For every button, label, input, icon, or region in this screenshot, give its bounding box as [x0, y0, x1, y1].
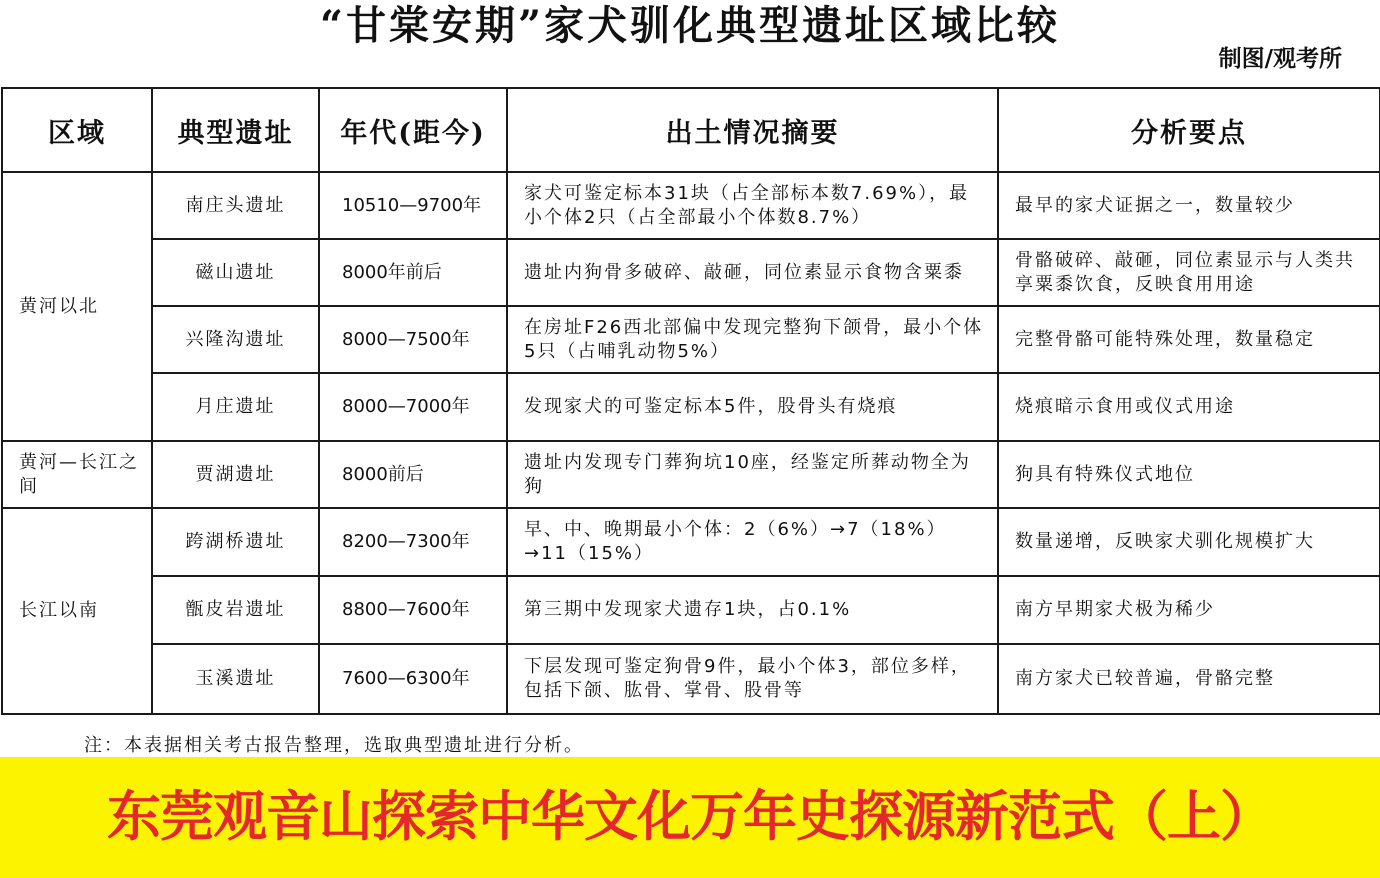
- analysis-cell: 烧痕暗示食用或仪式用途: [998, 373, 1380, 441]
- header-analysis: 分析要点: [998, 88, 1380, 172]
- table-row: [2, 239, 1380, 306]
- table-row: [2, 508, 1380, 576]
- years-cell: 8200—7300年: [319, 508, 507, 576]
- table-row: [2, 441, 1380, 508]
- table-row: [2, 373, 1380, 441]
- summary-cell: 遗址内发现专门葬狗坑10座，经鉴定所葬动物全为狗: [507, 441, 998, 508]
- analysis-cell: 数量递增，反映家犬驯化规模扩大: [998, 508, 1380, 576]
- header-site: 典型遗址: [152, 88, 319, 172]
- summary-cell: 发现家犬的可鉴定标本5件，股骨头有烧痕: [507, 373, 998, 441]
- region-cell: 黄河以北: [2, 172, 152, 441]
- page-title: “甘棠安期”家犬驯化典型遗址区域比较: [319, 2, 1060, 49]
- table-header-row: [2, 88, 1380, 172]
- region-cell: 黄河—长江之间: [2, 441, 152, 508]
- site-cell: 月庄遗址: [152, 373, 319, 441]
- table-row: [2, 306, 1380, 373]
- region-cell: 长江以南: [2, 508, 152, 714]
- analysis-cell: 狗具有特殊仪式地位: [998, 441, 1380, 508]
- years-cell: 8000年前后: [319, 239, 507, 306]
- site-cell: 玉溪遗址: [152, 644, 319, 714]
- summary-cell: 家犬可鉴定标本31块（占全部标本数7.69%），最小个体2只（占全部最小个体数8.7%）: [507, 172, 998, 239]
- years-cell: 8000—7000年: [319, 373, 507, 441]
- table-note: 注：本表据相关考古报告整理，选取典型遗址进行分析。: [84, 735, 584, 756]
- site-cell: 贾湖遗址: [152, 441, 319, 508]
- years-cell: 8000—7500年: [319, 306, 507, 373]
- header-region: 区域: [2, 88, 152, 172]
- site-cell: 跨湖桥遗址: [152, 508, 319, 576]
- summary-cell: 第三期中发现家犬遗存1块，占0.1%: [507, 576, 998, 644]
- years-cell: 10510—9700年: [319, 172, 507, 239]
- site-cell: 磁山遗址: [152, 239, 319, 306]
- years-cell: 7600—6300年: [319, 644, 507, 714]
- site-cell: 兴隆沟遗址: [152, 306, 319, 373]
- analysis-cell: 完整骨骼可能特殊处理，数量稳定: [998, 306, 1380, 373]
- table-row: [2, 172, 1380, 239]
- comparison-table: [1, 87, 1380, 715]
- summary-cell: 在房址F26西北部偏中发现完整狗下颌骨，最小个体5只（占哺乳动物5%）: [507, 306, 998, 373]
- analysis-cell: 骨骼破碎、敲砸，同位素显示与人类共享粟黍饮食，反映食用用途: [998, 239, 1380, 306]
- headline-text: 东莞观音山探索中华文化万年史探源新范式（上）: [107, 785, 1273, 848]
- site-cell: 南庄头遗址: [152, 172, 319, 239]
- analysis-cell: 南方家犬已较普遍，骨骼完整: [998, 644, 1380, 714]
- summary-cell: 早、中、晚期最小个体：2（6%）→7（18%）→11（15%）: [507, 508, 998, 576]
- header-summary: 出土情况摘要: [507, 88, 998, 172]
- summary-cell: 下层发现可鉴定狗骨9件，最小个体3，部位多样，包括下颌、肱骨、掌骨、股骨等: [507, 644, 998, 714]
- table-row: [2, 644, 1380, 714]
- years-cell: 8000前后: [319, 441, 507, 508]
- analysis-cell: 南方早期家犬极为稀少: [998, 576, 1380, 644]
- table-row: [2, 576, 1380, 644]
- summary-cell: 遗址内狗骨多破碎、敲砸，同位素显示食物含粟黍: [507, 239, 998, 306]
- site-cell: 甑皮岩遗址: [152, 576, 319, 644]
- credit-label: 制图/观考所: [1218, 45, 1342, 72]
- years-cell: 8800—7600年: [319, 576, 507, 644]
- analysis-cell: 最早的家犬证据之一，数量较少: [998, 172, 1380, 239]
- header-years: 年代(距今): [319, 88, 507, 172]
